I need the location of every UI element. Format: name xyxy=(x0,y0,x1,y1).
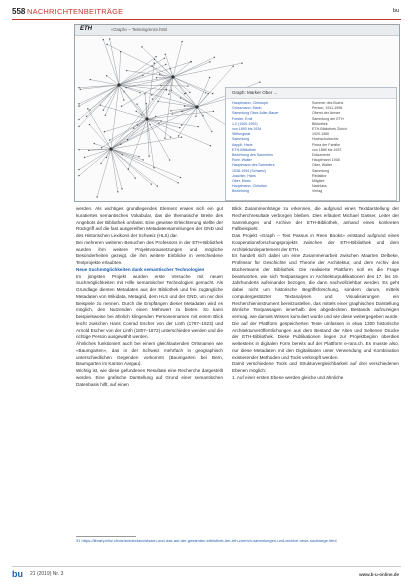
graph-edge xyxy=(107,76,119,85)
graph-edge xyxy=(79,85,119,106)
panel-entry[interactable]: Nachlass xyxy=(312,184,327,189)
graph-edge xyxy=(89,125,111,149)
graph-node xyxy=(177,182,178,183)
graph-edge xyxy=(79,149,111,170)
graph-edge xyxy=(111,149,143,160)
panel-entry[interactable]: von 1890 bis 1934 xyxy=(232,127,262,132)
graph-edge xyxy=(87,85,119,116)
graph-edge xyxy=(111,137,181,149)
graph-node xyxy=(170,137,171,138)
graph-edge xyxy=(173,77,197,107)
graph-node xyxy=(126,70,127,71)
graph-node xyxy=(78,175,79,176)
graph-edge xyxy=(104,119,147,132)
graph-node xyxy=(165,64,166,65)
graph-node xyxy=(121,188,122,189)
graph-edge xyxy=(119,52,121,85)
panel-entry[interactable]: ETH-Bibliothek xyxy=(232,147,256,152)
graph-node xyxy=(123,91,124,92)
graph-node xyxy=(127,139,128,140)
graph-edge xyxy=(111,149,178,183)
graph-node xyxy=(168,94,169,95)
left-paragraph-1: werden. Als wichtiges grundlegendes Element erwies sich ein gut kuratiertes semantisches Vokabular, das die thematische Breite des Angebots der Bibliothek umfasst. Eine gewisse Erleichterung stellte der Rückgriff auf die fast ausgereiften Metadatensammlungen der GND und des Historischen Lexikons der Schweiz (HLS) dar. xyxy=(76,206,223,238)
graph-node xyxy=(84,157,85,158)
graph-node xyxy=(142,75,143,76)
graph-node xyxy=(86,116,87,117)
graph-node xyxy=(154,59,155,60)
graph-node xyxy=(211,131,212,132)
graph-node xyxy=(78,87,79,88)
panel-entry[interactable]: 1.0 (1900-1992) xyxy=(232,121,258,126)
graph-edge xyxy=(138,119,147,125)
graph-node xyxy=(214,57,215,58)
header-brand: bu xyxy=(392,8,399,14)
graph-edge xyxy=(147,107,197,119)
graph-node xyxy=(178,135,179,136)
graph-node xyxy=(212,93,213,94)
graph-edge xyxy=(88,109,111,149)
graph-node xyxy=(128,168,129,169)
graph-node xyxy=(125,87,126,88)
panel-entry[interactable]: Sommer des Buchs xyxy=(312,101,344,105)
graph-node xyxy=(197,126,198,127)
panel-entry[interactable]: Ober, Walter xyxy=(312,163,333,168)
panel-entry[interactable]: von 1889 bis 1922 xyxy=(312,147,342,152)
graph-node xyxy=(90,79,91,80)
graph-node xyxy=(78,126,79,127)
graph-node xyxy=(109,139,110,140)
graph-node xyxy=(187,85,188,86)
graph-node xyxy=(106,157,107,158)
panel-entry[interactable]: Hauptmann, Christian xyxy=(232,184,267,189)
figure-logo: ETH xyxy=(80,26,92,32)
graph-node xyxy=(181,41,182,42)
panel-entry[interactable]: Rohr, Walter xyxy=(232,158,252,163)
right-paragraph-6: 1. Auf einer ersten Ebene werden gleiche und ähnliche xyxy=(232,374,344,380)
graph-node xyxy=(155,116,156,117)
panel-entry[interactable]: Hauptmann 1938 xyxy=(312,158,340,163)
graph-node xyxy=(101,147,102,148)
footer-website[interactable]: www.b-u-online.de xyxy=(359,572,399,577)
graph-node xyxy=(78,149,79,150)
graph-edge xyxy=(107,44,173,77)
graph-edge xyxy=(90,80,119,85)
footnote-link[interactable]: 31 https://library.ethz.ch/de/entdecken/wissen-und-das-auf-der-gesamten-bibliothek-der-eth-zuerich-sammlungen-und-archive-neue-suchwege.html xyxy=(76,538,337,543)
graph-node xyxy=(151,94,152,95)
graph-node xyxy=(169,68,170,69)
graph-node xyxy=(152,98,153,99)
graph-node xyxy=(166,89,167,90)
graph-node xyxy=(120,51,121,52)
left-paragraph-3: Im jüngsten Projekt wurden erste Versuche mit neuen Suchmöglichkeiten mit Hilfe semantischer Technologien gemacht. Als Grundlage dienten Metadaten aus der Bibliothek und frei zugängliche Metadaten von Wikidata, Metagrid, dem HLS und der GND, um nur drei Beispiele zu nennen. Durch die Empfängen dieser Metadaten wird es möglich, den Nutzenden einen Mehrwert zu bieten. So kann beispielsweise bei ähnlich klingenden Personennamen mit einem Blick leicht zwischen Hans Conrad Escher von der Linth (1767–1823) und Arnold Escher von der Linth (1807–1872) unterschieden werden und die richtige Person ausgewählt werden. xyxy=(76,273,223,340)
graph-node xyxy=(88,150,89,151)
panel-entry[interactable]: 1920-1980 xyxy=(312,132,330,137)
graph-edge xyxy=(79,85,119,126)
graph-node xyxy=(78,105,79,106)
graph-edge xyxy=(119,85,188,86)
graph-node xyxy=(169,159,170,160)
graph-edge xyxy=(173,62,210,77)
graph-hub-node xyxy=(109,147,112,150)
graph-node xyxy=(155,56,156,57)
graph-edge xyxy=(147,77,173,119)
panel-entry[interactable]: Ober, Mario xyxy=(232,179,251,184)
graph-node xyxy=(160,85,161,86)
graph-node xyxy=(105,115,106,116)
graph-node xyxy=(241,62,242,63)
graph-node xyxy=(151,183,152,184)
graph-node xyxy=(137,125,138,126)
graph-node xyxy=(104,131,105,132)
graph-node xyxy=(106,44,107,45)
graph-node xyxy=(180,177,181,178)
graph-edge xyxy=(110,119,147,140)
panel-entry[interactable]: ETH-Bibliothek Zürich xyxy=(312,127,347,132)
graph-node xyxy=(78,119,79,120)
panel-title: Graph: Marker Ober ... xyxy=(232,90,278,95)
graph-node xyxy=(181,124,182,125)
graph-node xyxy=(96,196,97,197)
graph-node xyxy=(117,191,118,192)
graph-node xyxy=(141,46,142,47)
graph-node xyxy=(164,138,165,139)
right-paragraph-3: Es handelt sich dabei um eine Zusammenarbeit zwischen Maarten Delbeke, Professor für Geschichte und Theorie der Architektur, und dem Archiv des Bücherteams der Bibliothek. Die realisierte Plattform soll es die Frage beantworten, wie sich Textpassagen in Architekturpublikationen des 17. bis 19. Jahrhunderts aufeinander bezogen, die dann nachvollziehbar werden. Es geht dabei nicht um historische Begriffsforschung, sondern darum, mittels computergestützter Textanalysen und Visualisierungen ein Recherchieninstrument bereitzustellen, das mittels einer graphischen Darstellung ähnliche Textpassagen innerhalb des abgedeckten Bestands aufzuzeigen vermag, wie damals Wissen kumuliert wurde und wie diese weitergegeben wurde. xyxy=(232,253,399,319)
graph-edge xyxy=(79,149,111,176)
graph-edge xyxy=(145,94,147,119)
footer-issue: 21 (2019) Nr. 3 xyxy=(30,571,64,577)
graph-node xyxy=(172,113,173,114)
figure-detail-panel xyxy=(225,87,397,201)
graph-edge xyxy=(182,107,197,125)
graph-edge xyxy=(147,119,210,146)
graph-node xyxy=(122,154,123,155)
panel-entry[interactable]: Redaktor xyxy=(312,173,327,178)
graph-edge xyxy=(122,77,173,106)
graph-edge xyxy=(111,77,173,149)
graph-edge xyxy=(128,119,147,169)
graph-edge xyxy=(173,57,214,77)
graph-edge xyxy=(111,149,180,178)
graph-node xyxy=(100,104,101,105)
graph-node xyxy=(202,115,203,116)
graph-edge xyxy=(173,77,190,92)
panel-entry[interactable]: Oberst der Armee xyxy=(312,111,341,116)
panel-entry[interactable]: Sammlung der ETH xyxy=(312,116,344,121)
graph-node xyxy=(170,89,171,90)
panel-entry[interactable]: Bibliothek xyxy=(312,121,328,126)
panel-entry[interactable]: Hauptmann des Sammlers xyxy=(232,163,275,168)
graph-node xyxy=(120,144,121,145)
left-column xyxy=(76,206,223,388)
graph-node xyxy=(179,127,180,128)
graph-node xyxy=(89,124,90,125)
graph-edge xyxy=(111,107,197,149)
panel-entry[interactable]: Sammlung xyxy=(312,168,330,173)
graph-node xyxy=(157,101,158,102)
graph-node xyxy=(207,93,208,94)
graph-node xyxy=(184,93,185,94)
graph-node xyxy=(145,103,146,104)
graph-node xyxy=(123,99,124,100)
graph-node xyxy=(154,63,155,64)
figure-url: «Graph» – Testeingrenze.html xyxy=(111,27,168,32)
panel-entry[interactable]: Grossmann, Mario xyxy=(232,106,262,111)
graph-node xyxy=(159,74,160,75)
graph-node xyxy=(89,109,90,110)
left-paragraph-4: Ähnliches funktioniert auch bei einem gleichlautenden Ortsnamen wie «Baumgarten», das in der Schweiz mehrfach in geographisch unterschiedlichen Gegenden vorkommt (Baumgarten bei Bern, Baumgarten im Kanton Aargau). xyxy=(76,341,223,367)
graph-node xyxy=(87,108,88,109)
graph-hub-node xyxy=(117,83,120,86)
left-paragraph-2: Bei mehreren weiteren Besuchen des Professors in der ETH-Bibliothek wurden ihm weitere Projektvorausetzungen und mögliche Besonderheiten gezeigt, die ihm weitere Einblicke in verschiedene Textprojekte erlaubten. xyxy=(76,239,223,265)
graph-node xyxy=(151,65,152,66)
graph-edge xyxy=(111,149,151,184)
graph-edge xyxy=(97,149,111,197)
graph-node xyxy=(94,143,95,144)
graph-node xyxy=(142,159,143,160)
right-paragraph-4: Die auf der Plattform gespeicherten Texte umfassen in etwa 1300 historische Architekturveröffentlichungen aus dem Bestand der Alten und Seltenen Drucke der ETH-Bibliothek. Diese Publikationen liegen zur Projektbeginn überdies weitestens in digitalen Form bereits auf der Plattform e-rara.ch. Es musste also, nur diese Metadaten mit den Digitalisaten unter Verwendung und Kombination existierender Methoden und Tools verknüpft werden. xyxy=(232,320,399,360)
graph-node xyxy=(170,110,171,111)
graph-edge xyxy=(197,107,212,132)
graph-hub-node xyxy=(195,105,198,108)
graph-edge xyxy=(119,58,164,85)
graph-edge xyxy=(111,149,157,186)
graph-node xyxy=(121,106,122,107)
panel-entry[interactable]: Dokumente xyxy=(312,153,331,158)
graph-edge xyxy=(160,74,173,77)
subheading: Neue Suchmöglichkeiten dank semantischer Technologien xyxy=(76,266,205,272)
panel-header xyxy=(226,88,396,99)
graph-node xyxy=(139,92,140,93)
panel-entry[interactable]: Mitglied xyxy=(312,179,325,184)
panel-entry[interactable]: Joachim, Hans xyxy=(232,173,256,178)
section-title: NACHRICHTENBEITRÄGE xyxy=(27,7,124,16)
graph-node xyxy=(136,111,137,112)
footer-logo: bu xyxy=(12,569,23,579)
panel-entry[interactable]: Firma der Familie xyxy=(312,142,340,147)
graph-node xyxy=(164,58,165,59)
graph-edge xyxy=(119,57,156,85)
left-paragraph-5: Wichtig ist, wie diese gefundenen Resultate eine Recherche dargestellt werden. Eine grafische Darstellung auf Grund einer semantischen Datenbasis hilft, auf einen xyxy=(76,368,223,387)
right-paragraph-2: Das Projekt «Graph – Text Passus in Rees Books» entstand aufgrund eines Kooperationsforschungsprojekts zwischen der ETH-Bibliothek und dem Architekturdepartement der ETH. xyxy=(232,233,399,252)
graph-node xyxy=(156,77,157,78)
graph-edge xyxy=(147,119,149,156)
graph-node xyxy=(195,116,196,117)
right-paragraph-5: Damit verschiedene Tools und Strukturvergleichbarkeit auf drei verschiedenen Ebenen möglich: xyxy=(232,361,399,373)
graph-node xyxy=(160,120,161,121)
graph-edge xyxy=(173,62,191,77)
panel-entry[interactable]: Aeppli, Hans xyxy=(232,142,253,147)
graph-node xyxy=(106,75,107,76)
graph-node xyxy=(210,145,211,146)
panel-entry[interactable]: Sammlung Ober-Adler-Bauer xyxy=(232,111,279,116)
graph-edge xyxy=(173,77,206,93)
panel-entry[interactable]: 1938-1994 (Schweiz) xyxy=(232,168,266,173)
graph-hub-node xyxy=(171,75,174,78)
graph-node xyxy=(136,103,137,104)
graph-node xyxy=(189,92,190,93)
panel-entry[interactable]: Beziehung xyxy=(232,189,249,194)
graph-node xyxy=(103,39,104,40)
graph-node xyxy=(213,111,214,112)
graph-node xyxy=(190,61,191,62)
screenshot-figure xyxy=(74,24,400,202)
panel-entry[interactable]: Forster, Emil xyxy=(232,116,253,121)
figure-toolbar xyxy=(75,25,399,36)
page-number: 558 xyxy=(12,7,26,16)
graph-node xyxy=(103,109,104,110)
graph-node xyxy=(78,169,79,170)
panel-entry[interactable]: Hochschularchiv xyxy=(312,137,339,142)
graph-edge xyxy=(173,63,242,77)
graph-node xyxy=(157,185,158,186)
graph-node xyxy=(181,111,182,112)
panel-entry[interactable]: Hauptmann, Christoph xyxy=(232,101,268,105)
panel-entry[interactable]: Verlag xyxy=(312,189,323,194)
graph-node xyxy=(233,66,234,67)
graph-node xyxy=(80,89,81,90)
graph-node xyxy=(149,124,150,125)
panel-list-left xyxy=(232,101,304,195)
footer-rule xyxy=(12,566,401,567)
graph-node xyxy=(181,136,182,137)
panel-entry[interactable]: Sammlung xyxy=(232,137,250,142)
graph-node xyxy=(109,38,110,39)
graph-node xyxy=(180,97,181,98)
graph-edge xyxy=(100,105,147,119)
graph-node xyxy=(100,163,101,164)
graph-node xyxy=(138,156,139,157)
graph-node xyxy=(158,123,159,124)
graph-node xyxy=(148,155,149,156)
graph-edge xyxy=(119,85,124,100)
graph-edge xyxy=(111,149,135,178)
graph-node xyxy=(144,93,145,94)
panel-entry[interactable]: Beziehung des Sammlers xyxy=(232,153,273,158)
right-paragraph-1: Blick Zusammenhänge zu erkennen, die aufgrund eines Textdarstellung der Recherchresultate verborgen bleiben. Dies erläutert Michael Gasser, Leiter der Sammlungen und Archive der ETH-Bibliothek, anhand eines konkreten Fallbeispiels: xyxy=(232,206,399,232)
graph-hub-node xyxy=(145,117,148,120)
footnote-rule xyxy=(76,536,136,537)
graph-node xyxy=(78,103,79,104)
graph-edge xyxy=(152,66,197,107)
graph-node xyxy=(135,177,136,178)
graph-edge xyxy=(147,119,154,168)
graph-node xyxy=(165,54,166,55)
graph-edge xyxy=(79,85,119,120)
panel-entry[interactable]: Person, 1911-1998 xyxy=(312,106,343,111)
graph-node xyxy=(209,77,210,78)
graph-edge xyxy=(197,107,227,126)
graph-node xyxy=(259,81,260,82)
graph-edge xyxy=(147,119,170,160)
graph-node xyxy=(205,92,206,93)
graph-node xyxy=(184,105,185,106)
graph-edge xyxy=(158,101,197,107)
graph-edge xyxy=(173,42,182,77)
right-column xyxy=(232,206,399,382)
graph-node xyxy=(141,114,142,115)
graph-node xyxy=(133,127,134,128)
panel-entry[interactable]: Stiftungsrat xyxy=(232,132,251,137)
graph-edge xyxy=(119,85,142,115)
graph-node xyxy=(153,167,154,168)
graph-edge xyxy=(119,65,166,85)
header-rule xyxy=(12,19,401,20)
panel-list-right xyxy=(312,101,392,195)
graph-node xyxy=(209,61,210,62)
